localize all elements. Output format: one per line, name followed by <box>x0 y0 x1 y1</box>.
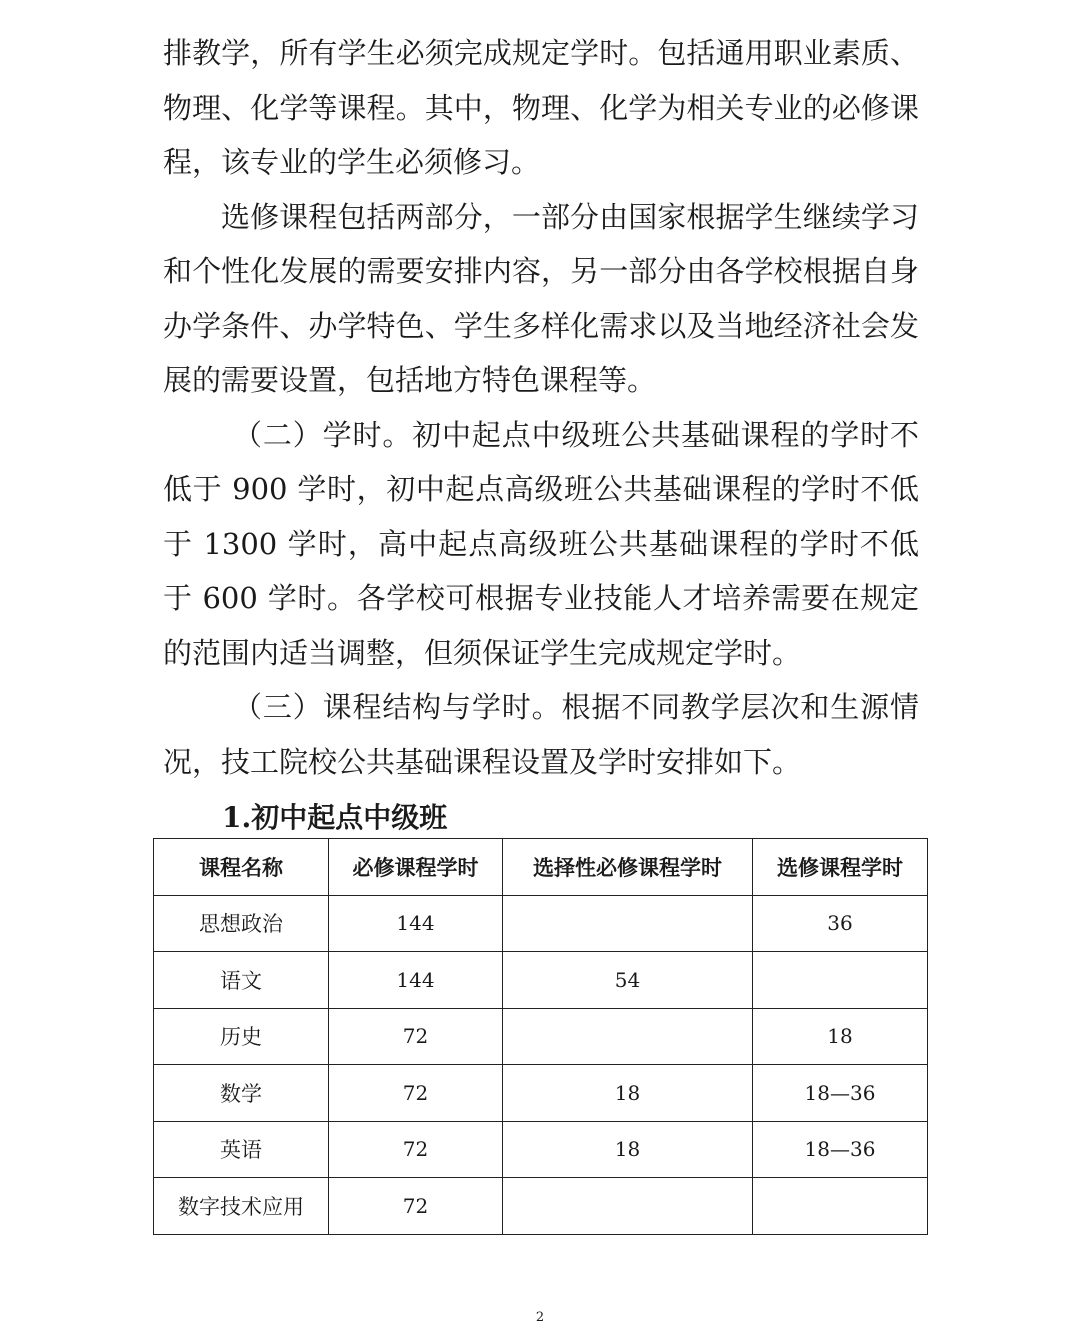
table-row <box>154 1008 928 1065</box>
page-number: 2 <box>535 1310 545 1325</box>
cell-course-name: 数字技术应用 <box>154 1178 329 1235</box>
cell-elective-hours: 18—36 <box>753 1065 928 1122</box>
cell-required-hours: 72 <box>329 1121 503 1178</box>
cell-course-name: 思想政治 <box>154 895 329 952</box>
paragraph-course-structure: （三）课程结构与学时。根据不同教学层次和生源情况，技工院校公共基础课程设置及学时安排如下。 <box>163 690 919 779</box>
table-row <box>154 952 928 1009</box>
cell-selective-required-hours <box>503 1178 753 1235</box>
header-required-hours: 必修课程学时 <box>329 839 503 896</box>
cell-selective-required-hours: 54 <box>503 952 753 1009</box>
table-row <box>154 895 928 952</box>
cell-selective-required-hours <box>503 895 753 952</box>
table-row <box>154 1121 928 1178</box>
course-hours-table <box>153 838 928 1235</box>
cell-course-name: 历史 <box>154 1008 329 1065</box>
cell-elective-hours: 36 <box>753 895 928 952</box>
paragraph-required-courses: 排教学，所有学生必须完成规定学时。包括通用职业素质、物理、化学等课程。其中，物理、化学为相关专业的必修课程，该专业的学生必须修习。 <box>163 36 919 179</box>
header-selective-required-hours: 选择性必修课程学时 <box>503 839 753 896</box>
document-body <box>163 26 919 789</box>
cell-selective-required-hours: 18 <box>503 1065 753 1122</box>
cell-course-name: 数学 <box>154 1065 329 1122</box>
cell-elective-hours <box>753 1178 928 1235</box>
cell-elective-hours: 18 <box>753 1008 928 1065</box>
cell-elective-hours <box>753 952 928 1009</box>
table-row <box>154 1178 928 1235</box>
cell-course-name: 英语 <box>154 1121 329 1178</box>
cell-selective-required-hours <box>503 1008 753 1065</box>
cell-selective-required-hours: 18 <box>503 1121 753 1178</box>
cell-required-hours: 144 <box>329 952 503 1009</box>
table-header-row <box>154 839 928 896</box>
cell-required-hours: 144 <box>329 895 503 952</box>
table-row <box>154 1065 928 1122</box>
cell-required-hours: 72 <box>329 1008 503 1065</box>
paragraph-class-hours: （二）学时。初中起点中级班公共基础课程的学时不低于 900 学时，初中起点高级班公共基础课程的学时不低于 1300 学时，高中起点高级班公共基础课程的学时不低于 600 学时。各学校可根据专业技能人才培养需要在规定的范围内适当调整，但须保证学生完成规定学时。 <box>163 417 919 670</box>
section-title: 1.初中起点中级班 <box>222 801 448 834</box>
header-course-name: 课程名称 <box>154 839 329 896</box>
paragraph-elective-courses: 选修课程包括两部分，一部分由国家根据学生继续学习和个性化发展的需要安排内容，另一部分由各学校根据自身办学条件、办学特色、学生多样化需求以及当地经济社会发展的需要设置，包括地方特色课程等。 <box>163 199 919 397</box>
cell-elective-hours: 18—36 <box>753 1121 928 1178</box>
header-elective-hours: 选修课程学时 <box>753 839 928 896</box>
cell-required-hours: 72 <box>329 1178 503 1235</box>
cell-course-name: 语文 <box>154 952 329 1009</box>
cell-required-hours: 72 <box>329 1065 503 1122</box>
